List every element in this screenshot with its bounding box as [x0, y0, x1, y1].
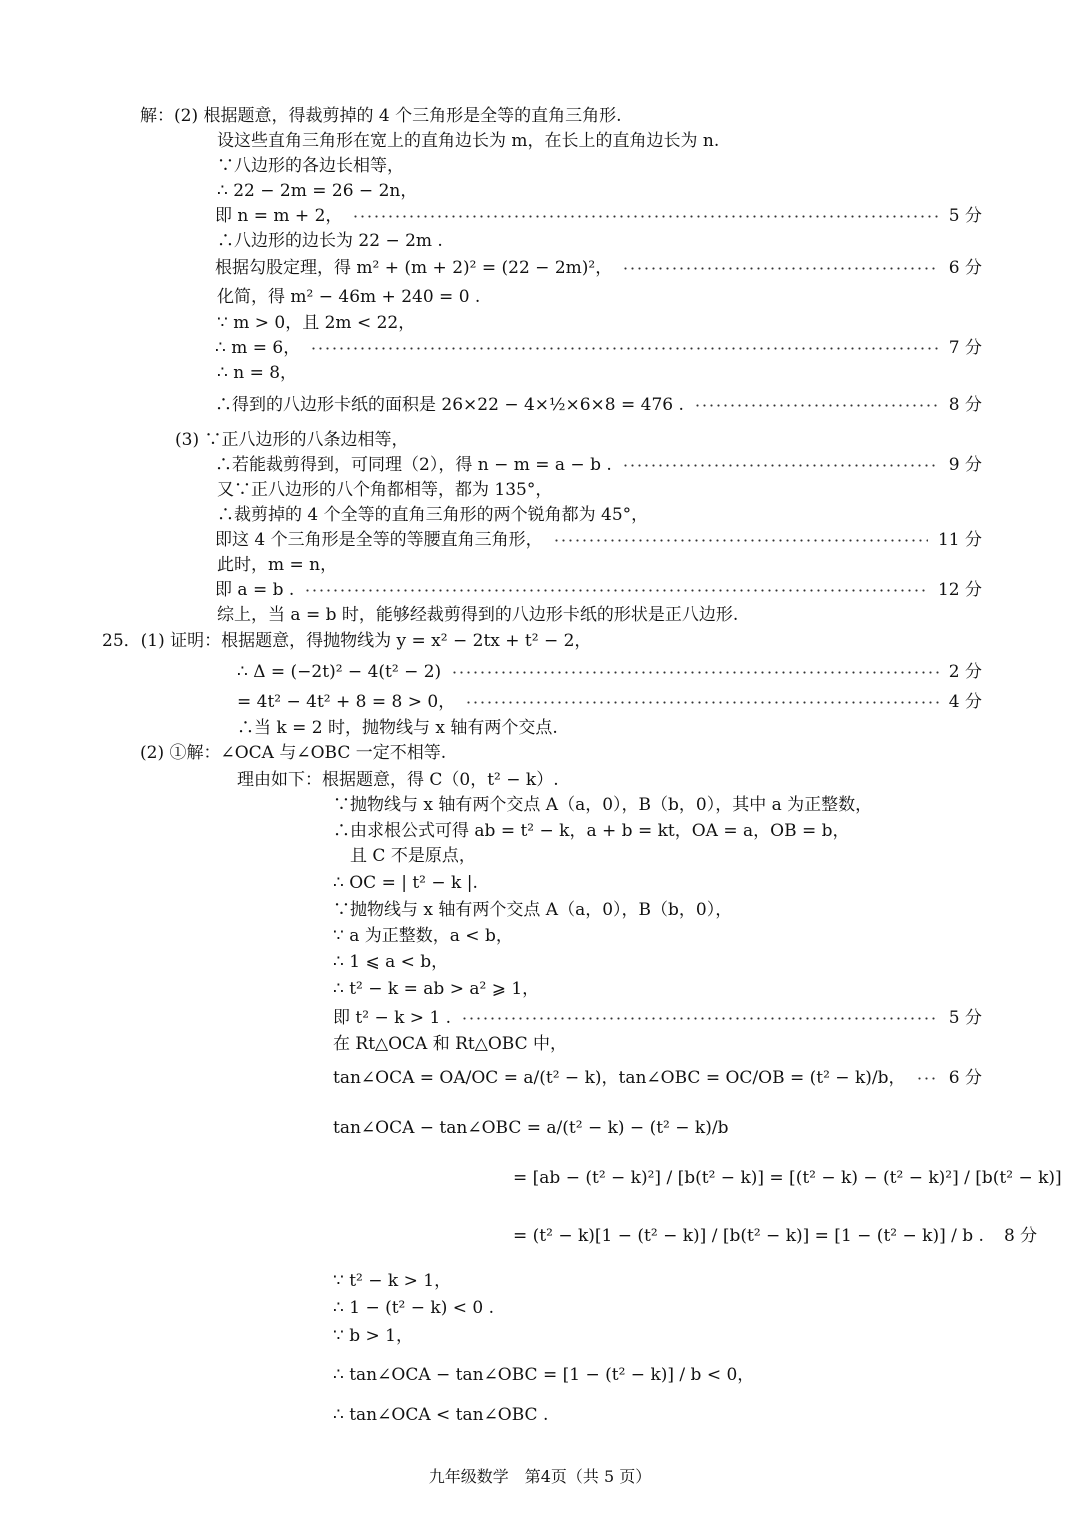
- score-label: 9 分: [948, 455, 982, 475]
- answer-line: 理由如下：根据题意，得 C（0，t² − k）.: [237, 770, 559, 790]
- leader-dots: [622, 464, 939, 467]
- scored-line: [333, 1066, 982, 1090]
- leader-dots: [304, 589, 928, 592]
- leader-dots: [553, 539, 928, 542]
- score-label: 6 分: [948, 258, 982, 278]
- scored-line: [215, 578, 982, 602]
- leader-dots: [310, 347, 939, 350]
- answer-line: 即 a = b .: [215, 580, 295, 600]
- answer-line: ∴ tan∠OCA − tan∠OBC = [1 − (t² − k)] / b < 0，: [333, 1365, 755, 1385]
- answer-line: 根据勾股定理，得 m² + (m + 2)² = (22 − 2m)²，: [215, 258, 613, 278]
- answer-line: 即 n = m + 2，: [215, 206, 343, 226]
- leader-dots: [461, 1017, 939, 1020]
- score-label: 6 分: [948, 1068, 982, 1088]
- scored-line: [215, 204, 982, 228]
- answer-line: ∵ a 为正整数，a < b，: [333, 926, 513, 946]
- leader-dots: [465, 701, 939, 704]
- answer-line: = (t² − k)[1 − (t² − k)] / [b(t² − k)] = [1 − (t² − k)] / b .: [513, 1226, 984, 1246]
- score-label: 2 分: [948, 662, 982, 682]
- answer-line: ∴裁剪掉的 4 个全等的直角三角形的两个锐角都为 45°，: [217, 505, 649, 525]
- answer-line: ∴ 22 − 2m = 26 − 2n，: [217, 181, 418, 201]
- scored-line: [215, 336, 982, 360]
- answer-line: ∴ n = 8，: [217, 363, 298, 383]
- answer-line: 解：(2) 根据题意，得裁剪掉的 4 个三角形是全等的直角三角形.: [140, 106, 622, 126]
- score-label: 11 分: [937, 530, 982, 550]
- score-label: 5 分: [948, 206, 982, 226]
- answer-line: ∴ 1 − (t² − k) < 0 .: [333, 1298, 495, 1318]
- answer-line: ∵ t² − k > 1，: [333, 1271, 452, 1291]
- score-label: 4 分: [948, 692, 982, 712]
- page-footer: 九年级数学 第4页（共 5 页）: [428, 1467, 652, 1486]
- answer-line: 25．(1) 证明：根据题意，得抛物线为 y = x² − 2tx + t² − 2，: [102, 631, 592, 651]
- answer-line: ∵ b > 1，: [333, 1326, 413, 1346]
- answer-line: 即 t² − k > 1 .: [333, 1008, 452, 1028]
- answer-line: ∵ m > 0，且 2m < 22，: [217, 313, 416, 333]
- answer-line: ∴得到的八边形卡纸的面积是 26×22 − 4×½×6×8 = 476 .: [215, 395, 684, 415]
- answer-line: 即这 4 个三角形是全等的等腰直角三角形，: [215, 530, 543, 550]
- scored-line: [215, 528, 982, 552]
- score-label: 8 分: [948, 395, 982, 415]
- scored-line: [215, 393, 982, 417]
- answer-line: ∴ Δ = (−2t)² − 4(t² − 2): [237, 662, 442, 682]
- leader-dots: [694, 404, 939, 407]
- scored-line: [333, 1006, 982, 1030]
- answer-line: 此时，m = n，: [217, 555, 338, 575]
- scored-line: [237, 690, 982, 714]
- score-label: 12 分: [937, 580, 982, 600]
- answer-line: ∵抛物线与 x 轴有两个交点 A（a，0），B（b，0），: [333, 900, 733, 920]
- leader-dots: [451, 671, 939, 674]
- answer-line: ∴ m = 6，: [215, 338, 301, 358]
- answer-line: tan∠OCA = OA/OC = a/(t² − k)，tan∠OBC = OC/OB = (t² − k)/b，: [333, 1068, 906, 1088]
- answer-line: ∴ 1 ⩽ a < b，: [333, 952, 449, 972]
- answer-line: 化简，得 m² − 46m + 240 = 0 .: [217, 287, 481, 307]
- answer-line: ∵抛物线与 x 轴有两个交点 A（a，0），B（b，0），其中 a 为正整数，: [333, 795, 873, 815]
- answer-line: (3) ∵正八边形的八条边相等，: [175, 430, 409, 450]
- answer-line: ∴ tan∠OCA < tan∠OBC .: [333, 1405, 549, 1425]
- scored-line: [513, 1224, 1038, 1248]
- answer-line: = [ab − (t² − k)²] / [b(t² − k)] = [(t² − k) − (t² − k)²] / [b(t² − k)]: [513, 1168, 1062, 1188]
- answer-line: ∴ t² − k = ab > a² ⩾ 1，: [333, 979, 540, 999]
- score-label: 8 分: [1003, 1226, 1038, 1246]
- answer-line: 设这些直角三角形在宽上的直角边长为 m，在长上的直角边长为 n.: [217, 131, 720, 151]
- score-label: 5 分: [948, 1008, 982, 1028]
- answer-line: 在 Rt△OCA 和 Rt△OBC 中，: [333, 1034, 567, 1054]
- answer-line: 综上，当 a = b 时，能够经裁剪得到的八边形卡纸的形状是正八边形.: [217, 605, 739, 625]
- answer-line: ∴ OC = | t² − k |.: [333, 873, 478, 893]
- answer-line: ∴当 k = 2 时，抛物线与 x 轴有两个交点.: [237, 718, 558, 738]
- answer-line: ∴若能裁剪得到，可同理（2），得 n − m = a − b .: [215, 455, 612, 475]
- scored-line: [237, 660, 982, 684]
- leader-dots: [622, 267, 939, 270]
- answer-line: tan∠OCA − tan∠OBC = a/(t² − k) − (t² − k)/b: [333, 1118, 729, 1138]
- answer-line: = 4t² − 4t² + 8 = 8 > 0，: [237, 692, 456, 712]
- scored-line: [215, 453, 982, 477]
- answer-line: ∵八边形的各边长相等，: [217, 156, 404, 176]
- answer-line: (2) ①解：∠OCA 与∠OBC 一定不相等.: [140, 743, 447, 763]
- scored-line: [215, 256, 982, 280]
- answer-line: ∴八边形的边长为 22 − 2m .: [217, 231, 443, 251]
- score-label: 7 分: [948, 338, 982, 358]
- answer-line: 又∵正八边形的八个角都相等，都为 135°，: [217, 480, 553, 500]
- answer-line: ∴由求根公式可得 ab = t² − k，a + b = kt，OA = a，OB = b，: [333, 821, 850, 841]
- leader-dots: [352, 215, 938, 218]
- leader-dots: [916, 1077, 939, 1080]
- answer-line: 且 C 不是原点，: [350, 846, 476, 866]
